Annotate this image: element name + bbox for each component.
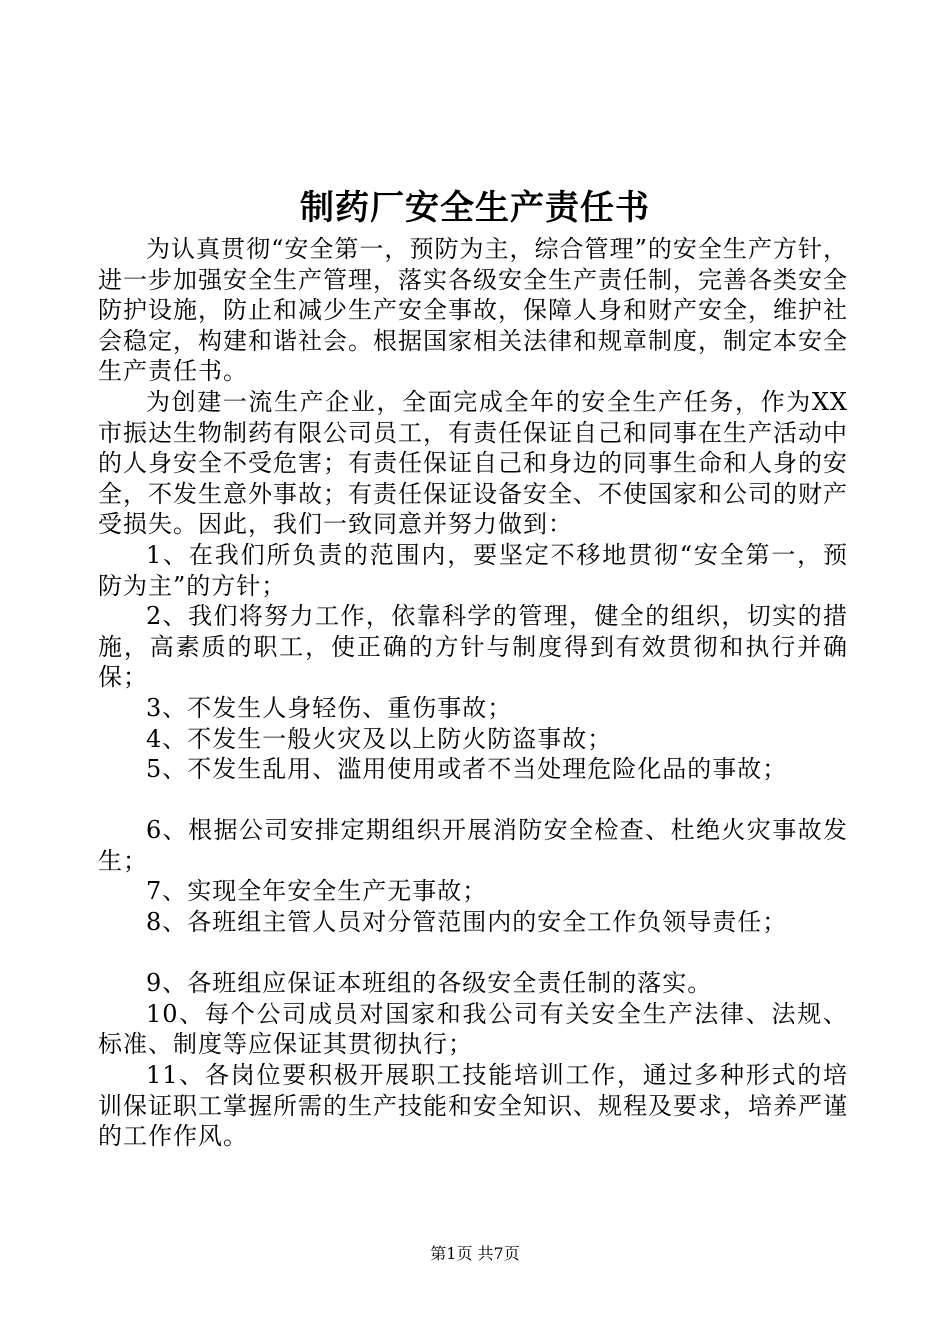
list-item-2: 2、我们将努力工作，依靠科学的管理，健全的组织，切实的措施，高素质的职工，使正确的方针与制度得到有效贯彻和执行并确保； <box>98 602 848 692</box>
list-item-11: 11、各岗位要积极开展职工技能培训工作，通过多种形式的培训保证职工掌握所需的生产技能和安全知识、规程及要求，培养严谨的工作作风。 <box>98 1061 848 1151</box>
list-item-6: 6、根据公司安排定期组织开展消防安全检查、杜绝火灾事故发生； <box>98 816 848 875</box>
list-item-8: 8、各班组主管人员对分管范围内的安全工作负领导责任； <box>146 908 788 937</box>
paragraph-commitment: 为创建一流生产企业，全面完成全年的安全生产任务，作为XX市振达生物制药有限公司员工，有责任保证自己和同事在生产活动中的人身安全不受危害；有责任保证自己和身边的同事生命和人身的安全，不发生意外事故；有责任保证设备安全、不使国家和公司的财产受损失。因此，我们一致同意并努力做到： <box>98 387 848 539</box>
list-item-7: 7、实现全年安全生产无事故； <box>146 877 488 906</box>
list-item-1: 1、在我们所负责的范围内，要坚定不移地贯彻“安全第一，预防为主”的方针； <box>98 540 848 600</box>
list-item-3: 3、不发生人身轻伤、重伤事故； <box>146 693 513 722</box>
document-body <box>98 234 848 1152</box>
list-item-4: 4、不发生一般火灾及以上防火防盗事故； <box>146 724 613 753</box>
page-number-footer: 第1页 共7页 <box>430 1244 520 1263</box>
paragraph-intro: 为认真贯彻“安全第一，预防为主，综合管理”的安全生产方针，进一步加强安全生产管理，落实各级安全生产责任制，完善各类安全防护设施，防止和减少生产安全事故，保障人身和财产安全，维护社会稳定，构建和谐社会。根据国家相关法律和规章制度，制定本安全生产责任书。 <box>98 235 848 386</box>
list-item-9: 9、各班组应保证本班组的各级安全责任制的落实。 <box>146 969 713 998</box>
list-item-5: 5、不发生乱用、滥用使用或者不当处理危险化品的事故； <box>146 755 788 784</box>
list-item-10: 10、每个公司成员对国家和我公司有关安全生产法律、法规、标准、制度等应保证其贯彻执行； <box>98 999 848 1059</box>
document-title: 制药厂安全生产责任书 <box>300 188 650 228</box>
